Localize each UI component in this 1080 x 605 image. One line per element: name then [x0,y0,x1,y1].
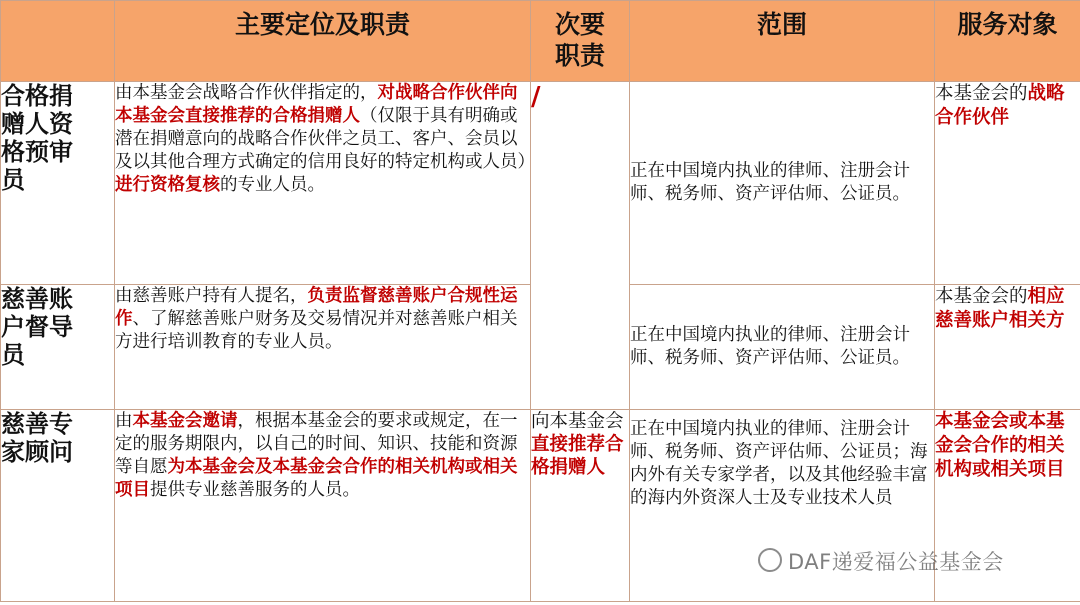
header-scope: 范围 [630,1,935,82]
row-duty: 由本基金会邀请，根据本基金会的要求或规定，在一定的服务期限内，以自己的时间、知识、技能和资源等自愿为本基金会及本基金会合作的相关机构或相关项目提供专业慈善服务的人员。 [115,410,531,602]
header-service-target: 服务对象 [935,1,1080,82]
row-target: 本基金会的战略合作伙伴 [935,82,1080,285]
row-title: 慈善专 家顾问 [1,410,115,602]
row-secondary-duty: 向本基金会直接推荐合格捐赠人 [531,410,630,602]
table-row [1,82,1080,285]
header-secondary-duty: 次要 职责 [531,1,630,82]
header-main-duty: 主要定位及职责 [115,1,531,82]
row-scope: 正在中国境内执业的律师、注册会计师、税务师、资产评估师、公证员；海内外有关专家学者，以及其他经验丰富的海内外资深人士及专业技术人员 [630,410,935,602]
header-row [1,1,1080,82]
watermark [758,546,1004,576]
row-scope: 正在中国境内执业的律师、注册会计师、税务师、资产评估师、公证员。 [630,82,935,285]
header-empty [1,1,115,82]
row-scope: 正在中国境内执业的律师、注册会计师、税务师、资产评估师、公证员。 [630,285,935,410]
wechat-logo-icon [758,548,782,572]
row-title: 慈善账 户督导 员 [1,285,115,410]
row-target: 本基金会的相应慈善账户相关方 [935,285,1080,410]
row-duty: 由本基金会战略合作伙伴指定的，对战略合作伙伴向本基金会直接推荐的合格捐赠人（仅限于具有明确或潜在捐赠意向的战略合作伙伴之员工、客户、会员以及以其他合理方式确定的信用良好的特定机构或人员）进行资格复核的专业人员。 [115,82,531,285]
row-duty: 由慈善账户持有人提名，负责监督慈善账户合规性运作、了解慈善账户财务及交易情况并对慈善账户相关方进行培训教育的专业人员。 [115,285,531,410]
row-title: 合格捐 赠人资 格预审 员 [1,82,115,285]
watermark-text: DAF递爱福公益基金会 [788,550,1004,574]
row-target: 本基金会或本基金会合作的相关机构或相关项目 [935,410,1080,602]
secondary-duty-empty: / [531,82,630,410]
